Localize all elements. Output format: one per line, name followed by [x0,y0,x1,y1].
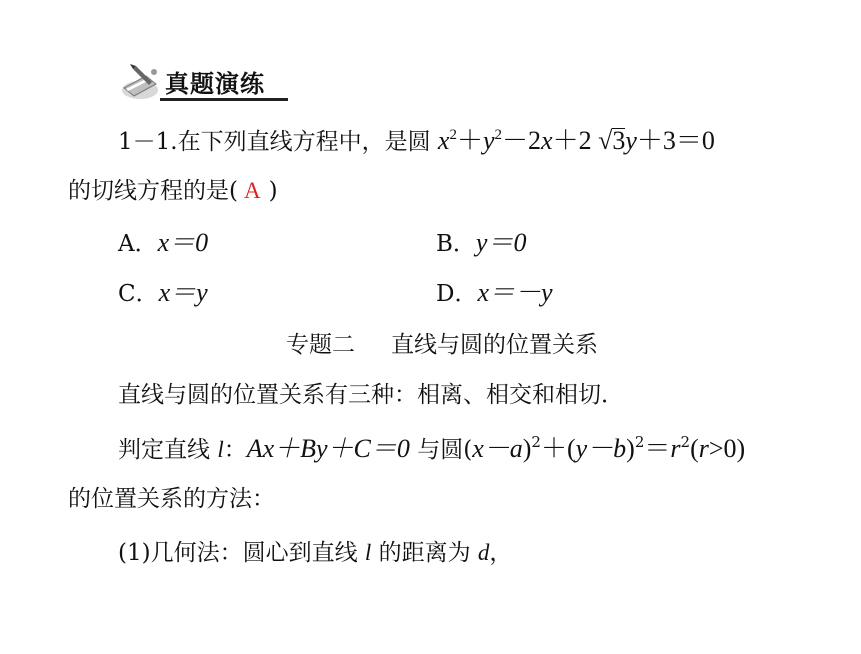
var-x: x [437,126,450,155]
text: 与圆( [409,437,473,463]
paragraph-2 [118,434,745,465]
text: ： [223,437,247,463]
problem-text: ) [268,178,278,204]
option-equation: x＝0 [157,228,209,257]
option-b [436,228,526,259]
var-y: y [482,126,495,155]
problem-text: 1－1.在下列直线方程中，是圆 [118,129,438,155]
exponent: 2 [531,433,541,451]
expr: y－b [575,434,627,463]
option-label: A． [118,231,158,257]
exponent: 2 [449,127,457,143]
problem-line-2 [68,176,278,206]
text: (1)几何法：圆心到直线 [118,540,365,566]
var-l: l [364,540,372,565]
exponent: 2 [634,433,645,451]
operator: ＝ [644,434,671,463]
paragraph-4 [118,538,512,568]
paragraph-1: 直线与圆的位置关系有三种：相离、相交和相切． [118,382,624,408]
text: 判定直线 [118,437,218,463]
option-c [118,278,208,309]
option-label: C． [118,281,159,307]
var-r: r [670,434,681,463]
option-a [118,228,208,259]
text: ， [489,540,513,566]
header-title: 真题演练 [165,70,265,98]
problem-text: 的切线方程的是( [68,178,238,204]
var-l: l [217,437,224,462]
expr: x－a [472,434,523,463]
section-number: 专题二 [286,332,355,358]
answer-text: A [243,178,261,203]
equation-end: ＋3＝0 [636,126,715,155]
operator: ＋( [540,434,576,463]
paren: ) [626,434,635,463]
header-underline [160,98,288,101]
option-d [436,278,553,309]
exponent: 2 [680,433,691,451]
text: 的距离为 [371,540,478,566]
var-r: r [698,434,709,463]
var-y: y [625,126,637,155]
line-equation: Ax＋By＋C＝0 [246,434,410,463]
paren: ( [690,434,699,463]
problem-line-1 [118,126,715,157]
var-x: x [541,126,553,155]
option-equation: x＝－y [477,278,553,307]
sqrt-icon: √ [598,126,613,155]
section-title: 直线与圆的位置关系 [391,332,598,358]
option-equation: y＝0 [475,228,527,257]
condition: >0) [708,434,746,463]
var-d: d [477,540,490,565]
operator: －2 [502,126,542,155]
option-label: B． [436,231,476,257]
sqrt-radicand: 3 [612,126,626,155]
operator: ＋ [456,126,483,155]
option-equation: x＝y [158,278,208,307]
option-label: D． [436,281,478,307]
paragraph-3: 的位置关系的方法： [68,486,275,512]
operator: ＋2 [552,126,592,155]
exponent: 2 [494,127,502,143]
paren: ) [522,434,532,463]
section-heading [286,330,598,360]
